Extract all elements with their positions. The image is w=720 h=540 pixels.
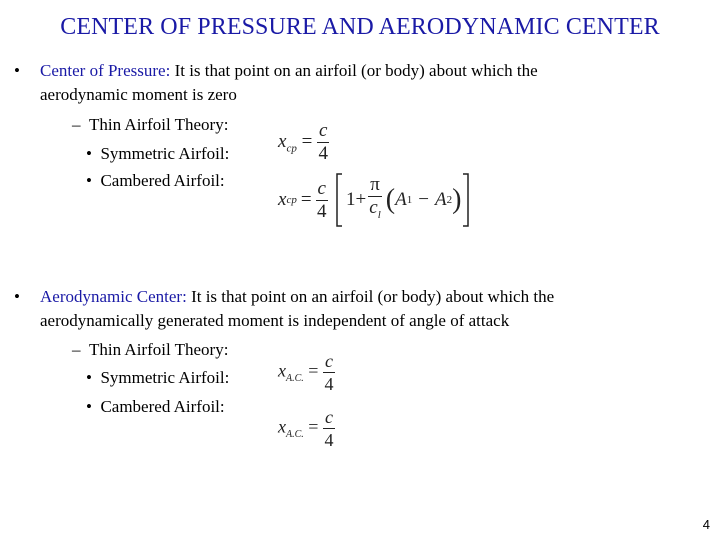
- cp-term: Center of Pressure:: [40, 61, 171, 80]
- eq-a1: A: [395, 189, 407, 210]
- eq-subscript: cp: [286, 194, 297, 206]
- right-bracket-icon: [461, 172, 471, 228]
- bullet-ac: •: [14, 287, 20, 306]
- eq-a2-sub: 2: [446, 194, 453, 206]
- eq-den: 4: [318, 143, 329, 164]
- eq-pi-fraction: [368, 174, 382, 226]
- ac-sym-label: Symmetric Airfoil:: [100, 368, 230, 387]
- cp-cam-bullet: •: [86, 171, 92, 190]
- eq-fraction: [317, 120, 329, 165]
- eq-num: c: [317, 177, 326, 199]
- cp-dash: –: [72, 115, 81, 134]
- slide-title: CENTER OF PRESSURE AND AERODYNAMIC CENTER: [60, 14, 660, 40]
- eq-var: x: [278, 416, 286, 437]
- eq-equals: =: [308, 360, 319, 381]
- eq-cl-sub: l: [377, 208, 381, 221]
- eq-subscript: A.C.: [286, 373, 304, 385]
- ac-def-line2: aerodynamically generated moment is independent of angle of attack: [40, 311, 510, 330]
- ac-symmetric: [86, 366, 229, 390]
- cp-theory: [72, 113, 228, 137]
- cp-sym-label: Symmetric Airfoil:: [100, 144, 230, 163]
- ac-term: Aerodynamic Center:: [40, 287, 187, 306]
- cp-symmetric: [86, 142, 229, 166]
- eq-cl: c: [369, 197, 378, 219]
- cp-eq-symmetric: [278, 120, 329, 165]
- ac-sym-bullet: •: [86, 368, 92, 387]
- cp-theory-label: Thin Airfoil Theory:: [89, 115, 229, 134]
- eq-equals: =: [308, 416, 319, 437]
- eq-fraction: [323, 350, 335, 395]
- cp-definition: [40, 59, 700, 107]
- cp-eq-cambered: [278, 172, 471, 228]
- ac-def-line1: It is that point on an airfoil (or body) about which the: [186, 287, 555, 306]
- page-number: 4: [702, 517, 710, 532]
- eq-pi: π: [370, 174, 380, 196]
- eq-equals: =: [301, 130, 313, 152]
- eq-a1-sub: 1: [406, 194, 413, 206]
- eq-num: c: [324, 351, 333, 371]
- ac-eq-symmetric: [278, 350, 335, 395]
- ac-cam-bullet: •: [86, 397, 92, 416]
- eq-equals: =: [300, 189, 312, 210]
- eq-var: x: [278, 360, 286, 381]
- cp-def-line1: It is that point on an airfoil (or body) about which the: [170, 61, 538, 80]
- cp-def-line2: aerodynamic moment is zero: [40, 85, 237, 104]
- eq-open-paren: (: [385, 184, 396, 215]
- eq-den: 4: [317, 200, 327, 222]
- eq-den: 4: [324, 374, 334, 394]
- eq-one-plus: 1+: [345, 189, 367, 210]
- eq-minus: −: [418, 189, 429, 210]
- cp-sym-bullet: •: [86, 144, 92, 163]
- eq-var: x: [278, 189, 287, 210]
- eq-fraction: [323, 406, 335, 451]
- ac-cambered: [86, 395, 225, 419]
- eq-subscript: cp: [286, 142, 297, 155]
- bullet-cp: •: [14, 61, 20, 80]
- eq-fraction: [316, 178, 328, 223]
- cp-cambered: [86, 169, 225, 193]
- ac-theory: [72, 338, 228, 362]
- ac-eq-cambered: [278, 406, 335, 451]
- eq-a2: A: [434, 189, 447, 210]
- left-bracket-icon: [334, 172, 344, 228]
- ac-dash: –: [72, 340, 81, 359]
- eq-num: c: [324, 407, 333, 427]
- cp-cam-label: Cambered Airfoil:: [100, 171, 225, 190]
- eq-close-paren: ): [452, 184, 462, 215]
- eq-den: 4: [324, 430, 334, 450]
- eq-num: c: [319, 120, 328, 141]
- ac-definition: [40, 285, 710, 333]
- eq-subscript: A.C.: [286, 429, 304, 441]
- eq-var: x: [278, 130, 287, 152]
- ac-cam-label: Cambered Airfoil:: [100, 397, 225, 416]
- ac-theory-label: Thin Airfoil Theory:: [89, 340, 229, 359]
